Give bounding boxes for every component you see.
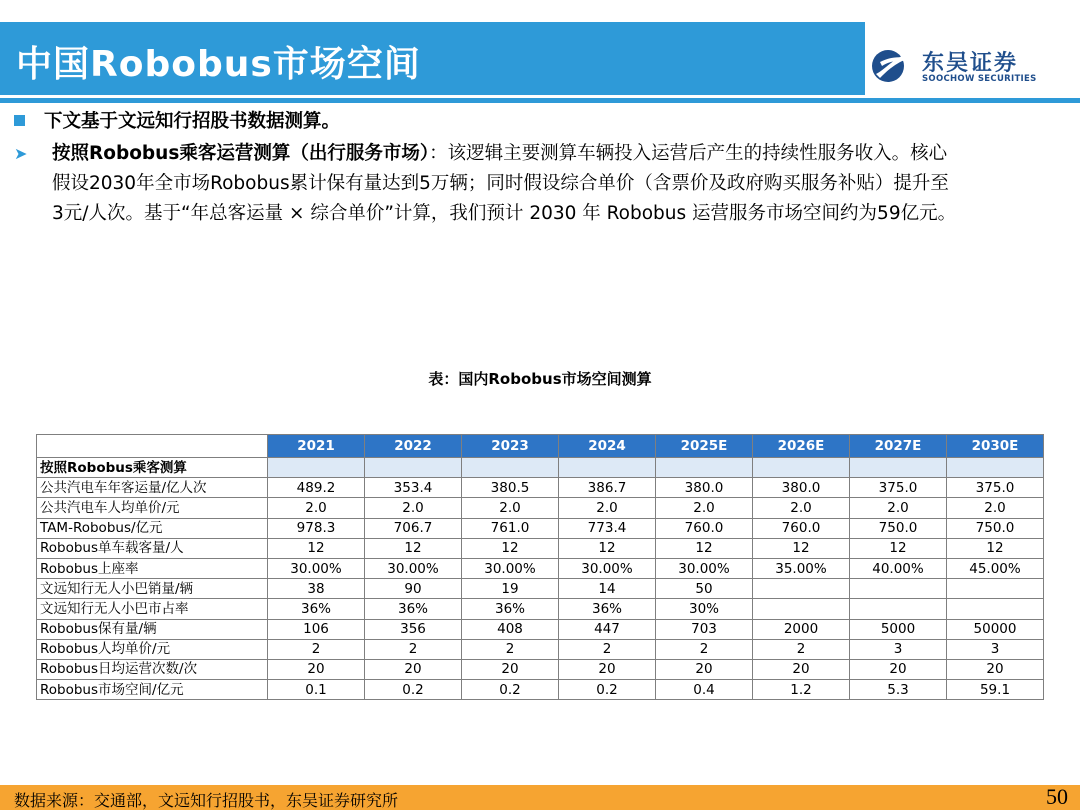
table-cell: 36% [268,599,365,619]
row-label: Robobus上座率 [37,558,268,578]
section-label: 按照Robobus乘客测算 [37,458,268,478]
table-cell: 2 [753,639,850,659]
page-number: 50 [1046,784,1068,809]
row-label: Robobus市场空间/亿元 [37,680,268,700]
row-label: 文远知行无人小巴市占率 [37,599,268,619]
table-cell: 2.0 [656,498,753,518]
row-label: Robobus日均运营次数/次 [37,659,268,679]
table-cell: 90 [365,579,462,599]
table-cell: 489.2 [268,478,365,498]
row-label: 公共汽电车人均单价/元 [37,498,268,518]
section-cell [268,458,365,478]
table-cell: 50000 [947,619,1044,639]
table-cell: 106 [268,619,365,639]
logo-en-text: SOOCHOW SECURITIES [922,74,1037,84]
table-row [37,498,1044,518]
table-cell: 40.00% [850,558,947,578]
year-header: 2022 [365,435,462,458]
table-cell: 375.0 [850,478,947,498]
table-cell: 0.2 [559,680,656,700]
table-cell: 760.0 [656,518,753,538]
arrow-bullet-icon: ➤ [14,144,28,163]
table-section-row [37,458,1044,478]
table-row [37,639,1044,659]
table-row [37,659,1044,679]
table-cell: 12 [462,538,559,558]
table-row [37,579,1044,599]
table-cell: 447 [559,619,656,639]
table-cell: 30.00% [268,558,365,578]
table-cell: 20 [559,659,656,679]
table-corner-cell [37,435,268,458]
table-cell [753,599,850,619]
table-cell: 761.0 [462,518,559,538]
table-cell: 20 [462,659,559,679]
table-cell [947,579,1044,599]
table-cell: 380.0 [753,478,850,498]
logo-cn-text: 东吴证券 [922,51,1019,76]
bullet-method-line2: 假设2030年全市场Robobus累计保有量达到5万辆；同时假设综合单价（含票价及政府购买服务补贴）提升至 [52,173,949,194]
table-cell: 2.0 [268,498,365,518]
table-cell: 750.0 [850,518,947,538]
table-cell: 2 [559,639,656,659]
table-cell: 12 [559,538,656,558]
table-cell: 5.3 [850,680,947,700]
bullet-intro [14,107,340,137]
table-cell: 1.2 [753,680,850,700]
bullet-method [14,139,947,169]
table-row [37,558,1044,578]
table-cell: 2 [462,639,559,659]
table-cell: 12 [365,538,462,558]
table-cell: 2 [268,639,365,659]
table-cell: 380.5 [462,478,559,498]
table-cell: 386.7 [559,478,656,498]
row-label: 公共汽电车年客运量/亿人次 [37,478,268,498]
table-cell: 2.0 [753,498,850,518]
table-cell [850,599,947,619]
table-row [37,619,1044,639]
soochow-logo-icon [870,48,914,84]
table-cell: 50 [656,579,753,599]
table-cell: 36% [365,599,462,619]
table-cell: 30.00% [365,558,462,578]
table-cell: 38 [268,579,365,599]
square-bullet-icon [14,115,25,126]
table-cell: 408 [462,619,559,639]
table-row [37,518,1044,538]
table-cell: 30.00% [559,558,656,578]
section-cell [947,458,1044,478]
section-cell [559,458,656,478]
table-cell: 20 [268,659,365,679]
table-cell: 20 [947,659,1044,679]
table-cell: 2.0 [462,498,559,518]
table-cell: 2.0 [947,498,1044,518]
section-cell [753,458,850,478]
table-cell: 3 [850,639,947,659]
table-cell: 380.0 [656,478,753,498]
row-label: Robobus保有量/辆 [37,619,268,639]
table-cell: 12 [753,538,850,558]
table-cell: 12 [268,538,365,558]
table-cell: 2.0 [850,498,947,518]
year-header: 2026E [753,435,850,458]
table-cell: 0.2 [462,680,559,700]
table-cell: 59.1 [947,680,1044,700]
table-cell: 14 [559,579,656,599]
table-header-row [37,435,1044,458]
table-cell: 356 [365,619,462,639]
table-cell: 2.0 [365,498,462,518]
row-label: Robobus人均单价/元 [37,639,268,659]
table-cell [947,599,1044,619]
table-cell: 20 [753,659,850,679]
year-header: 2025E [656,435,753,458]
row-label: Robobus单车载客量/人 [37,538,268,558]
table-cell: 3 [947,639,1044,659]
section-cell [462,458,559,478]
robobus-market-table [36,434,1044,700]
bullet-method-line3: 3元/人次。基于“年总客运量 × 综合单价”计算，我们预计 2030 年 Robobus 运营服务市场空间约为59亿元。 [52,203,957,224]
table-caption: 表：国内Robobus市场空间测算 [428,370,652,388]
section-cell [365,458,462,478]
year-header: 2024 [559,435,656,458]
data-source-note: 数据来源：交通部，文远知行招股书，东吴证券研究所 [14,791,399,810]
table-cell: 750.0 [947,518,1044,538]
table-cell: 353.4 [365,478,462,498]
table-cell: 12 [850,538,947,558]
table-cell: 703 [656,619,753,639]
table-cell: 0.2 [365,680,462,700]
table-cell: 20 [656,659,753,679]
table-cell: 2 [365,639,462,659]
section-cell [850,458,947,478]
table-cell: 375.0 [947,478,1044,498]
table-cell: 19 [462,579,559,599]
year-header: 2030E [947,435,1044,458]
table-row [37,478,1044,498]
page-title: 中国Robobus市场空间 [16,44,421,85]
table-cell: 0.4 [656,680,753,700]
table-cell: 30% [656,599,753,619]
table-cell: 773.4 [559,518,656,538]
row-label: TAM-Robobus/亿元 [37,518,268,538]
table-cell: 12 [656,538,753,558]
table-cell: 36% [559,599,656,619]
table-cell: 12 [947,538,1044,558]
table-cell: 2000 [753,619,850,639]
table-cell: 706.7 [365,518,462,538]
row-label: 文远知行无人小巴销量/辆 [37,579,268,599]
year-header: 2021 [268,435,365,458]
table-cell: 35.00% [753,558,850,578]
bullet-method-text: ：该逻辑主要测算车辆投入运营后产生的持续性服务收入。核心 [429,143,948,164]
table-cell [753,579,850,599]
table-cell: 20 [850,659,947,679]
section-cell [656,458,753,478]
table-cell: 978.3 [268,518,365,538]
table-cell: 30.00% [656,558,753,578]
brand-logo [870,40,1070,90]
table-cell: 2.0 [559,498,656,518]
table-row [37,538,1044,558]
bullet-intro-text: 下文基于文远知行招股书数据测算。 [44,111,341,132]
table-cell [850,579,947,599]
table-cell: 2 [656,639,753,659]
year-header: 2027E [850,435,947,458]
header-divider [0,98,1080,103]
table-cell: 5000 [850,619,947,639]
table-cell: 45.00% [947,558,1044,578]
table-cell: 20 [365,659,462,679]
table-cell: 0.1 [268,680,365,700]
year-header: 2023 [462,435,559,458]
bullet-method-bold: 按照Robobus乘客运营测算（出行服务市场） [52,143,430,164]
table-cell: 36% [462,599,559,619]
table-cell: 760.0 [753,518,850,538]
table-row [37,599,1044,619]
table-row [37,680,1044,700]
table-cell: 30.00% [462,558,559,578]
